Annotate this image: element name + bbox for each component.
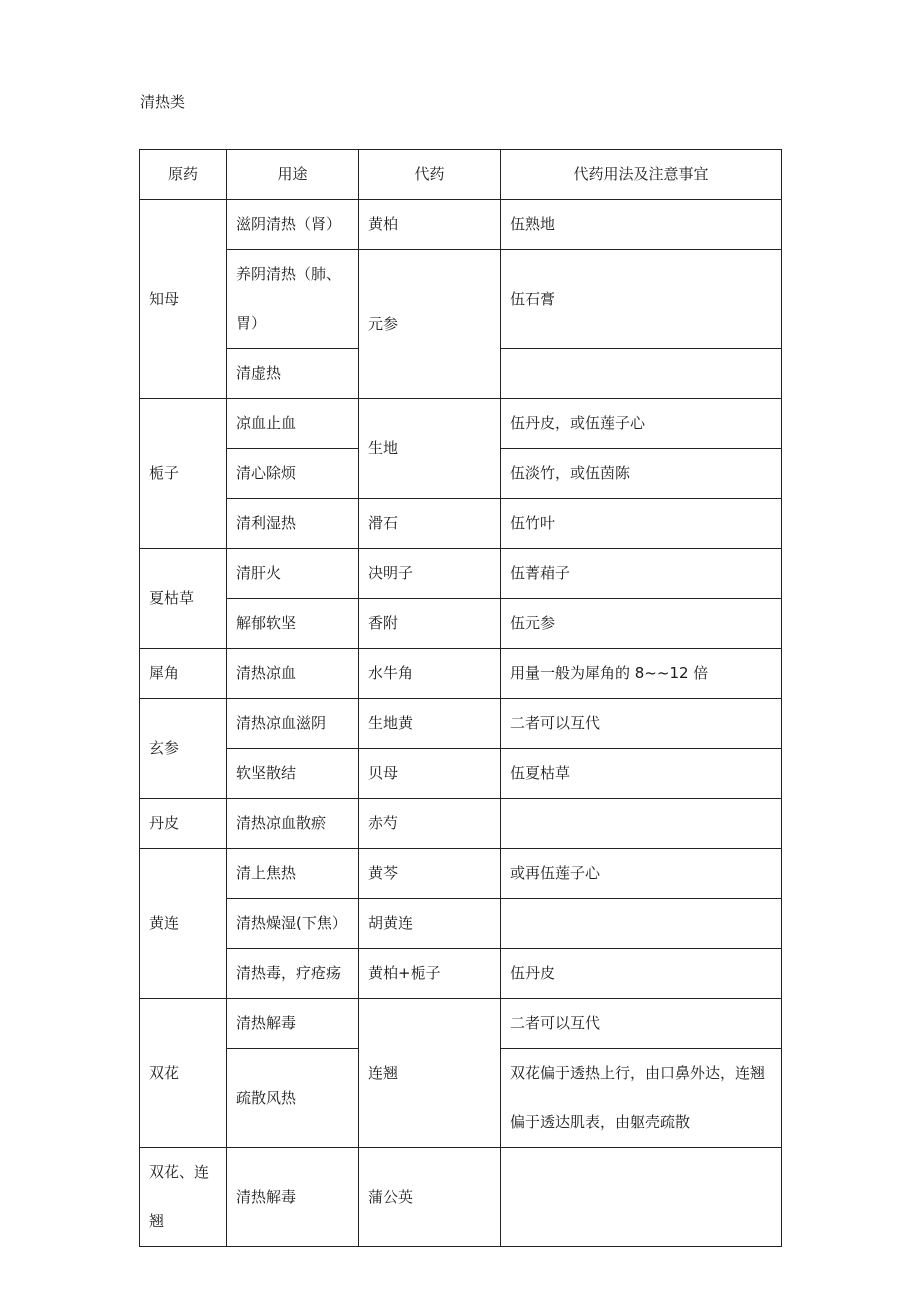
usage-cell: 清热解毒 <box>227 999 359 1049</box>
substitute-cell: 生地黄 <box>359 699 501 749</box>
notes-cell <box>501 799 782 849</box>
notes-cell: 伍淡竹，或伍茵陈 <box>501 449 782 499</box>
substitute-cell: 连翘 <box>359 999 501 1148</box>
substitute-cell: 黄柏+栀子 <box>359 949 501 999</box>
notes-cell <box>501 1148 782 1247</box>
usage-cell: 解郁软坚 <box>227 599 359 649</box>
notes-cell: 伍丹皮，或伍莲子心 <box>501 399 782 449</box>
usage-cell: 软坚散结 <box>227 749 359 799</box>
header-notes: 代药用法及注意事宜 <box>501 150 782 200</box>
page-title: 清热类 <box>140 93 186 111</box>
table-row <box>140 200 782 250</box>
substitute-cell: 蒲公英 <box>359 1148 501 1247</box>
table-row <box>140 599 782 649</box>
usage-cell: 凉血止血 <box>227 399 359 449</box>
substitute-cell: 滑石 <box>359 499 501 549</box>
notes-cell: 伍夏枯草 <box>501 749 782 799</box>
notes-cell: 伍丹皮 <box>501 949 782 999</box>
usage-cell: 清上焦热 <box>227 849 359 899</box>
original-drug-cell: 黄连 <box>140 849 227 999</box>
substitute-cell: 胡黄连 <box>359 899 501 949</box>
substitute-cell: 生地 <box>359 399 501 499</box>
usage-cell: 清肝火 <box>227 549 359 599</box>
notes-cell: 用量一般为犀角的 8~~12 倍 <box>501 649 782 699</box>
original-drug-cell: 玄参 <box>140 699 227 799</box>
usage-cell: 滋阴清热（肾） <box>227 200 359 250</box>
substitute-cell: 贝母 <box>359 749 501 799</box>
usage-cell: 清热凉血散瘀 <box>227 799 359 849</box>
notes-cell: 伍菁葙子 <box>501 549 782 599</box>
usage-cell: 清热毒，疗疮疡 <box>227 949 359 999</box>
notes-cell: 双花偏于透热上行，由口鼻外达，连翘偏于透达肌表，由躯壳疏散 <box>501 1049 782 1148</box>
usage-cell: 清虚热 <box>227 349 359 399</box>
table-row <box>140 649 782 699</box>
notes-cell: 伍熟地 <box>501 200 782 250</box>
substitute-cell: 黄芩 <box>359 849 501 899</box>
notes-cell: 二者可以互代 <box>501 999 782 1049</box>
original-drug-cell: 知母 <box>140 200 227 399</box>
notes-cell: 二者可以互代 <box>501 699 782 749</box>
usage-cell: 疏散风热 <box>227 1049 359 1148</box>
notes-cell: 伍元参 <box>501 599 782 649</box>
table-row <box>140 849 782 899</box>
original-drug-cell: 犀角 <box>140 649 227 699</box>
notes-cell: 伍石膏 <box>501 250 782 349</box>
table-row <box>140 999 782 1049</box>
usage-cell: 清热凉血滋阴 <box>227 699 359 749</box>
header-substitute-drug: 代药 <box>359 150 501 200</box>
substitute-cell: 水牛角 <box>359 649 501 699</box>
table-row <box>140 549 782 599</box>
usage-cell: 养阴清热（肺、胃） <box>227 250 359 349</box>
original-drug-cell: 丹皮 <box>140 799 227 849</box>
notes-cell <box>501 899 782 949</box>
substitute-cell: 香附 <box>359 599 501 649</box>
table-row <box>140 499 782 549</box>
substitute-cell: 赤芍 <box>359 799 501 849</box>
table-row <box>140 399 782 449</box>
header-usage: 用途 <box>227 150 359 200</box>
original-drug-cell: 双花、连翘 <box>140 1148 227 1247</box>
table-header-row <box>140 150 782 200</box>
notes-cell: 或再伍莲子心 <box>501 849 782 899</box>
usage-cell: 清热燥湿(下焦） <box>227 899 359 949</box>
substitute-cell: 元参 <box>359 250 501 399</box>
table-row <box>140 699 782 749</box>
table-row <box>140 799 782 849</box>
table-row <box>140 899 782 949</box>
table-row <box>140 949 782 999</box>
usage-cell: 清热解毒 <box>227 1148 359 1247</box>
usage-cell: 清利湿热 <box>227 499 359 549</box>
original-drug-cell: 双花 <box>140 999 227 1148</box>
substitute-cell: 黄柏 <box>359 200 501 250</box>
usage-cell: 清心除烦 <box>227 449 359 499</box>
original-drug-cell: 栀子 <box>140 399 227 549</box>
original-drug-cell: 夏枯草 <box>140 549 227 649</box>
header-original-drug: 原药 <box>140 150 227 200</box>
usage-cell: 清热凉血 <box>227 649 359 699</box>
notes-cell: 伍竹叶 <box>501 499 782 549</box>
substitution-table <box>139 149 782 1247</box>
substitute-cell: 决明子 <box>359 549 501 599</box>
table-row <box>140 749 782 799</box>
notes-cell <box>501 349 782 399</box>
